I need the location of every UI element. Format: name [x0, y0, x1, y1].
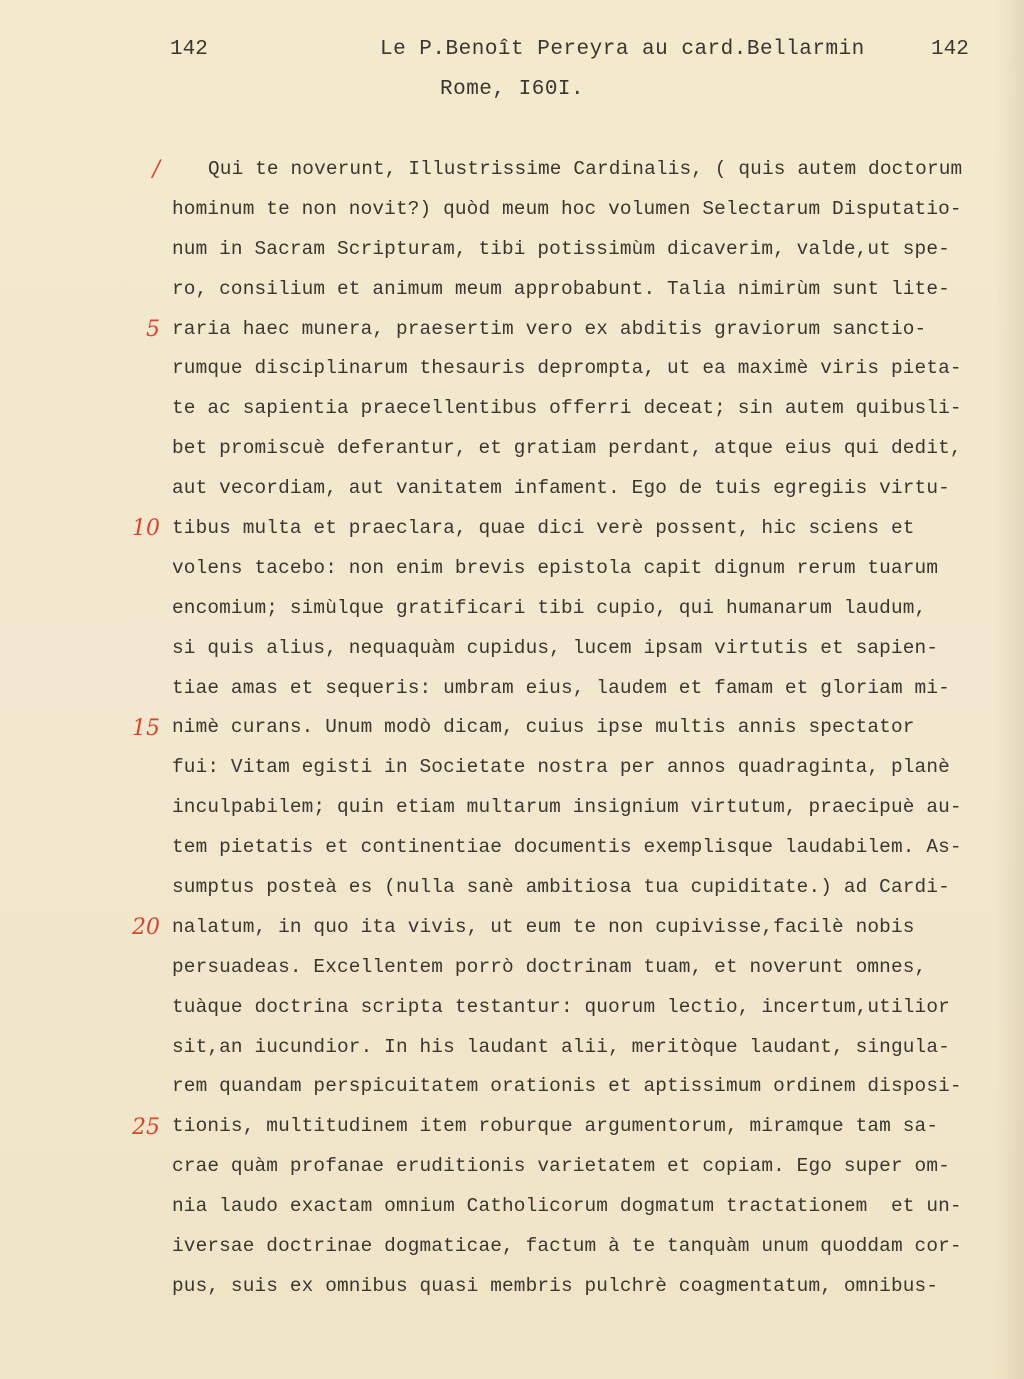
text-line: inculpabilem; quin etiam multarum insignium virtutum, praecipuè au-: [172, 796, 962, 819]
margin-line-mark: 5: [146, 316, 160, 342]
margin-line-mark: 10: [132, 516, 160, 542]
text-line: persuadeas. Excellentem porrò doctrinam tuam, et noverunt omnes,: [172, 955, 927, 978]
text-line: rem quandam perspicuitatem orationis et aptissimum ordinem disposi-: [172, 1075, 962, 1098]
text-line: hominum te non novit?) quòd meum hoc volumen Selectarum Disputatio-: [172, 197, 962, 220]
margin-line-mark: 15: [132, 715, 160, 741]
text-line: iversae doctrinae dogmaticae, factum à te tanquàm unum quoddam cor-: [172, 1235, 962, 1258]
text-line: Qui te noverunt, Illustrissime Cardinalis, ( quis autem doctorum: [208, 158, 963, 180]
text-line: rumque disciplinarum thesauris deprompta, ut ea maximè viris pieta-: [172, 357, 962, 380]
margin-line-mark: 20: [132, 915, 160, 941]
text-line: sit,an iucundior. In his laudant alii, meritòque laudant, singula-: [172, 1035, 950, 1058]
text-line: sumptus posteà es (nulla sanè ambitiosa tua cupiditate.) ad Cardi-: [172, 876, 950, 899]
text-line: raria haec munera, praesertim vero ex abditis graviorum sanctio-: [172, 317, 927, 340]
text-line: pus, suis ex omnibus quasi membris pulchrè coagmentatum, omnibus-: [172, 1274, 939, 1297]
text-line: num in Sacram Scripturam, tibi potissimùm dicaverim, valde,ut spe-: [172, 237, 950, 260]
letter-body: [172, 150, 1012, 1307]
page-number-left: 142: [170, 38, 208, 61]
page-number-right: 142: [931, 38, 969, 61]
text-line: aut vecordiam, aut vanitatem infament. Ego de tuis egregiis virtu-: [172, 477, 950, 500]
page-header: [0, 38, 1024, 66]
text-line: crae quàm profanae eruditionis varietatem et copiam. Ego super om-: [172, 1155, 950, 1178]
text-line: nalatum, in quo ita vivis, ut eum te non cupivisse,facilè nobis: [172, 915, 915, 938]
text-line: tem pietatis et continentiae documentis exemplisque laudabilem. As-: [172, 836, 962, 859]
place-date: Rome, I60I.: [440, 78, 585, 101]
margin-line-mark: 25: [132, 1114, 160, 1140]
text-line: tuàque doctrina scripta testantur: quorum lectio, incertum,utilior: [172, 995, 950, 1018]
text-line: te ac sapientia praecellentibus offerri deceat; sin autem quibusli-: [172, 397, 962, 420]
margin-line-mark: /: [152, 157, 160, 182]
text-line: tiae amas et sequeris: umbram eius, laudem et famam et gloriam mi-: [172, 676, 950, 699]
text-line: tionis, multitudinem item roburque argumentorum, miramque tam sa-: [172, 1115, 939, 1138]
text-line: bet promiscuè deferantur, et gratiam perdant, atque eius qui dedit,: [172, 437, 962, 460]
text-line: nia laudo exactam omnium Catholicorum dogmatum tractationem et un-: [172, 1195, 962, 1218]
text-line: nimè curans. Unum modò dicam, cuius ipse multis annis spectator: [172, 716, 915, 739]
text-line: tibus multa et praeclara, quae dici verè possent, hic sciens et: [172, 517, 915, 540]
text-line: si quis alius, nequaquàm cupidus, lucem ipsam virtutis et sapien-: [172, 636, 939, 659]
letter-title: Le P.Benoît Pereyra au card.Bellarmin: [380, 38, 865, 61]
text-line: ro, consilium et animum meum approbabunt. Talia nimirùm sunt lite-: [172, 277, 950, 300]
text-line: encomium; simùlque gratificari tibi cupio, qui humanarum laudum,: [172, 596, 927, 619]
text-line: volens tacebo: non enim brevis epistola capit dignum rerum tuarum: [172, 556, 939, 579]
text-line: fui: Vitam egisti in Societate nostra per annos quadraginta, planè: [172, 756, 950, 779]
